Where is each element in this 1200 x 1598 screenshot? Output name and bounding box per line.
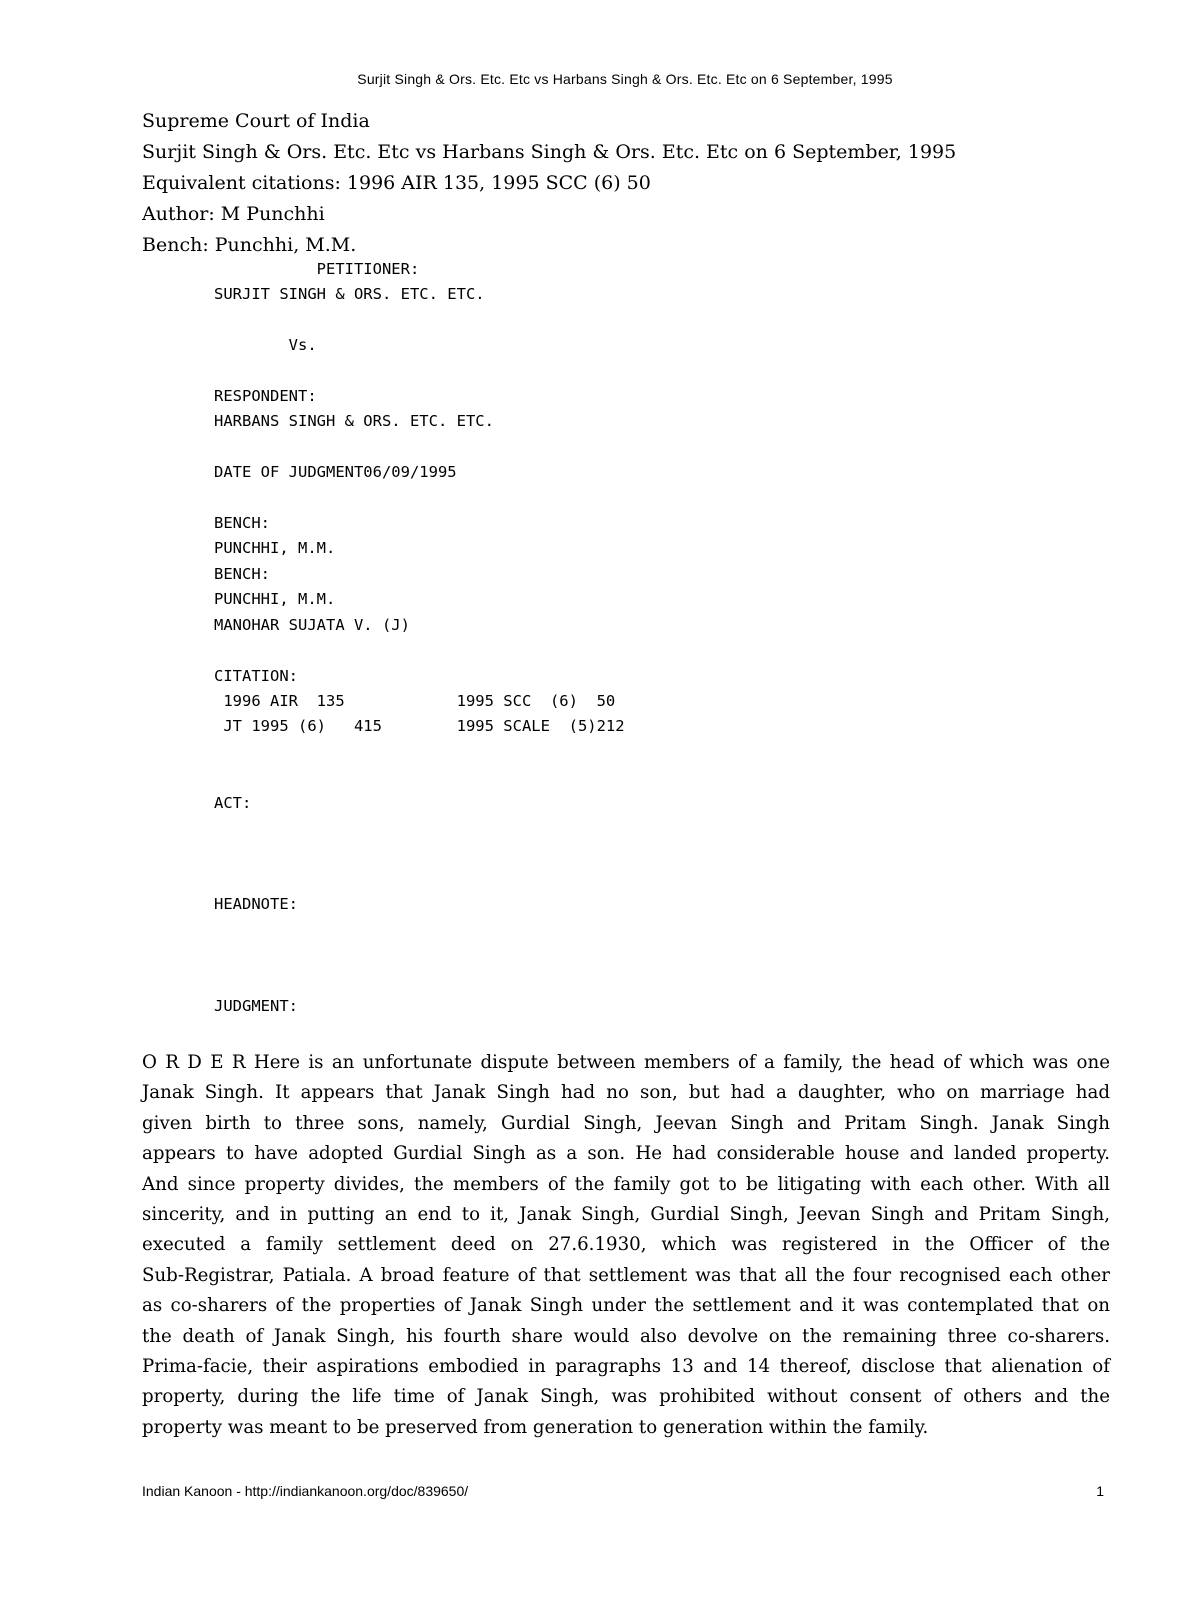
equivalent-citations: Equivalent citations: 1996 AIR 135, 1995 SCC (6) 50 bbox=[142, 172, 651, 194]
preformatted-line: MANOHAR SUJATA V. (J) bbox=[214, 615, 410, 634]
court-name: Supreme Court of India bbox=[142, 110, 370, 132]
preformatted-line bbox=[214, 841, 625, 866]
preformatted-line bbox=[214, 308, 625, 333]
preformatted-line bbox=[214, 359, 625, 384]
order-text-line: as co-sharers of the properties of Janak Singh under the settlement and it was contemplated that on bbox=[142, 1295, 1110, 1317]
preformatted-line bbox=[214, 638, 625, 663]
preformatted-line bbox=[214, 765, 625, 790]
bench: Bench: Punchhi, M.M. bbox=[142, 234, 357, 256]
preformatted-line bbox=[214, 867, 625, 892]
preformatted-line: PUNCHHI, M.M. bbox=[214, 539, 336, 558]
preformatted-line: PETITIONER: bbox=[214, 260, 420, 278]
preformatted-line bbox=[214, 816, 625, 841]
document-metadata bbox=[142, 106, 956, 261]
order-text-line: given birth to three sons, namely, Gurdial Singh, Jeevan Singh and Pritam Singh. Janak Singh bbox=[142, 1112, 1110, 1134]
order-text-line: Prima-facie, their aspirations embodied in paragraphs 13 and 14 thereof, disclose that alienation of bbox=[142, 1356, 1110, 1378]
preformatted-line: Vs. bbox=[214, 336, 317, 355]
order-text-line: Sub-Registrar, Patiala. A broad feature of that settlement was that all the four recognised each other bbox=[142, 1264, 1110, 1286]
preformatted-line: DATE OF JUDGMENT06/09/1995 bbox=[214, 463, 457, 482]
preformatted-line bbox=[214, 486, 625, 511]
preformatted-line bbox=[214, 918, 625, 943]
order-text-line: appears to have adopted Gurdial Singh as a son. He had considerable house and landed property. bbox=[142, 1143, 1110, 1165]
case-title: Surjit Singh & Ors. Etc. Etc vs Harbans Singh & Ors. Etc. Etc on 6 September, 1995 bbox=[142, 141, 957, 163]
preformatted-line: BENCH: bbox=[214, 514, 270, 533]
footer-source[interactable]: Indian Kanoon - http://indiankanoon.org/doc/839650/ bbox=[142, 1483, 469, 1499]
preformatted-line bbox=[214, 435, 625, 460]
preformatted-line: HEADNOTE: bbox=[214, 895, 298, 914]
preformatted-case-details bbox=[214, 257, 625, 1019]
order-text-line: sincerity, and in putting an end to it, Janak Singh, Gurdial Singh, Jeevan Singh and Pritam Singh, bbox=[142, 1204, 1110, 1226]
preformatted-line: JT 1995 (6) 415 1995 SCALE (5)212 bbox=[214, 717, 625, 736]
preformatted-line bbox=[214, 740, 625, 765]
author: Author: M Punchhi bbox=[142, 203, 325, 225]
preformatted-line bbox=[214, 943, 625, 968]
preformatted-line: 1996 AIR 135 1995 SCC (6) 50 bbox=[214, 691, 616, 710]
running-header: Surjit Singh & Ors. Etc. Etc vs Harbans Singh & Ors. Etc. Etc on 6 September, 1995 bbox=[357, 71, 893, 87]
order-text-line: the death of Janak Singh, his fourth share would also devolve on the remaining three co-sharers. bbox=[142, 1325, 1110, 1347]
preformatted-line: BENCH: bbox=[214, 564, 270, 583]
order-text-line: property, during the life time of Janak Singh, was prohibited without consent of others and the bbox=[142, 1386, 1110, 1408]
preformatted-line: PUNCHHI, M.M. bbox=[214, 590, 336, 609]
preformatted-line: SURJIT SINGH & ORS. ETC. ETC. bbox=[214, 285, 485, 304]
preformatted-line: ACT: bbox=[214, 793, 252, 812]
order-text-line: property was meant to be preserved from generation to generation within the family. bbox=[142, 1416, 929, 1438]
order-text-line: And since property divides, the members of the family got to be litigating with each other. With all bbox=[142, 1173, 1110, 1195]
order-text-line: Janak Singh. It appears that Janak Singh had no son, but had a daughter, who on marriage had bbox=[142, 1082, 1110, 1104]
preformatted-line: CITATION: bbox=[214, 666, 298, 685]
order-text bbox=[142, 1048, 1110, 1443]
preformatted-line: HARBANS SINGH & ORS. ETC. ETC. bbox=[214, 412, 494, 431]
preformatted-line: RESPONDENT: bbox=[214, 387, 317, 406]
preformatted-line bbox=[214, 968, 625, 993]
page-number: 1 bbox=[1096, 1483, 1104, 1499]
order-text-line: O R D E R Here is an unfortunate dispute between members of a family, the head of which was one bbox=[142, 1052, 1110, 1073]
order-text-line: executed a family settlement deed on 27.6.1930, which was registered in the Officer of the bbox=[142, 1234, 1110, 1256]
preformatted-line: JUDGMENT: bbox=[214, 996, 298, 1015]
